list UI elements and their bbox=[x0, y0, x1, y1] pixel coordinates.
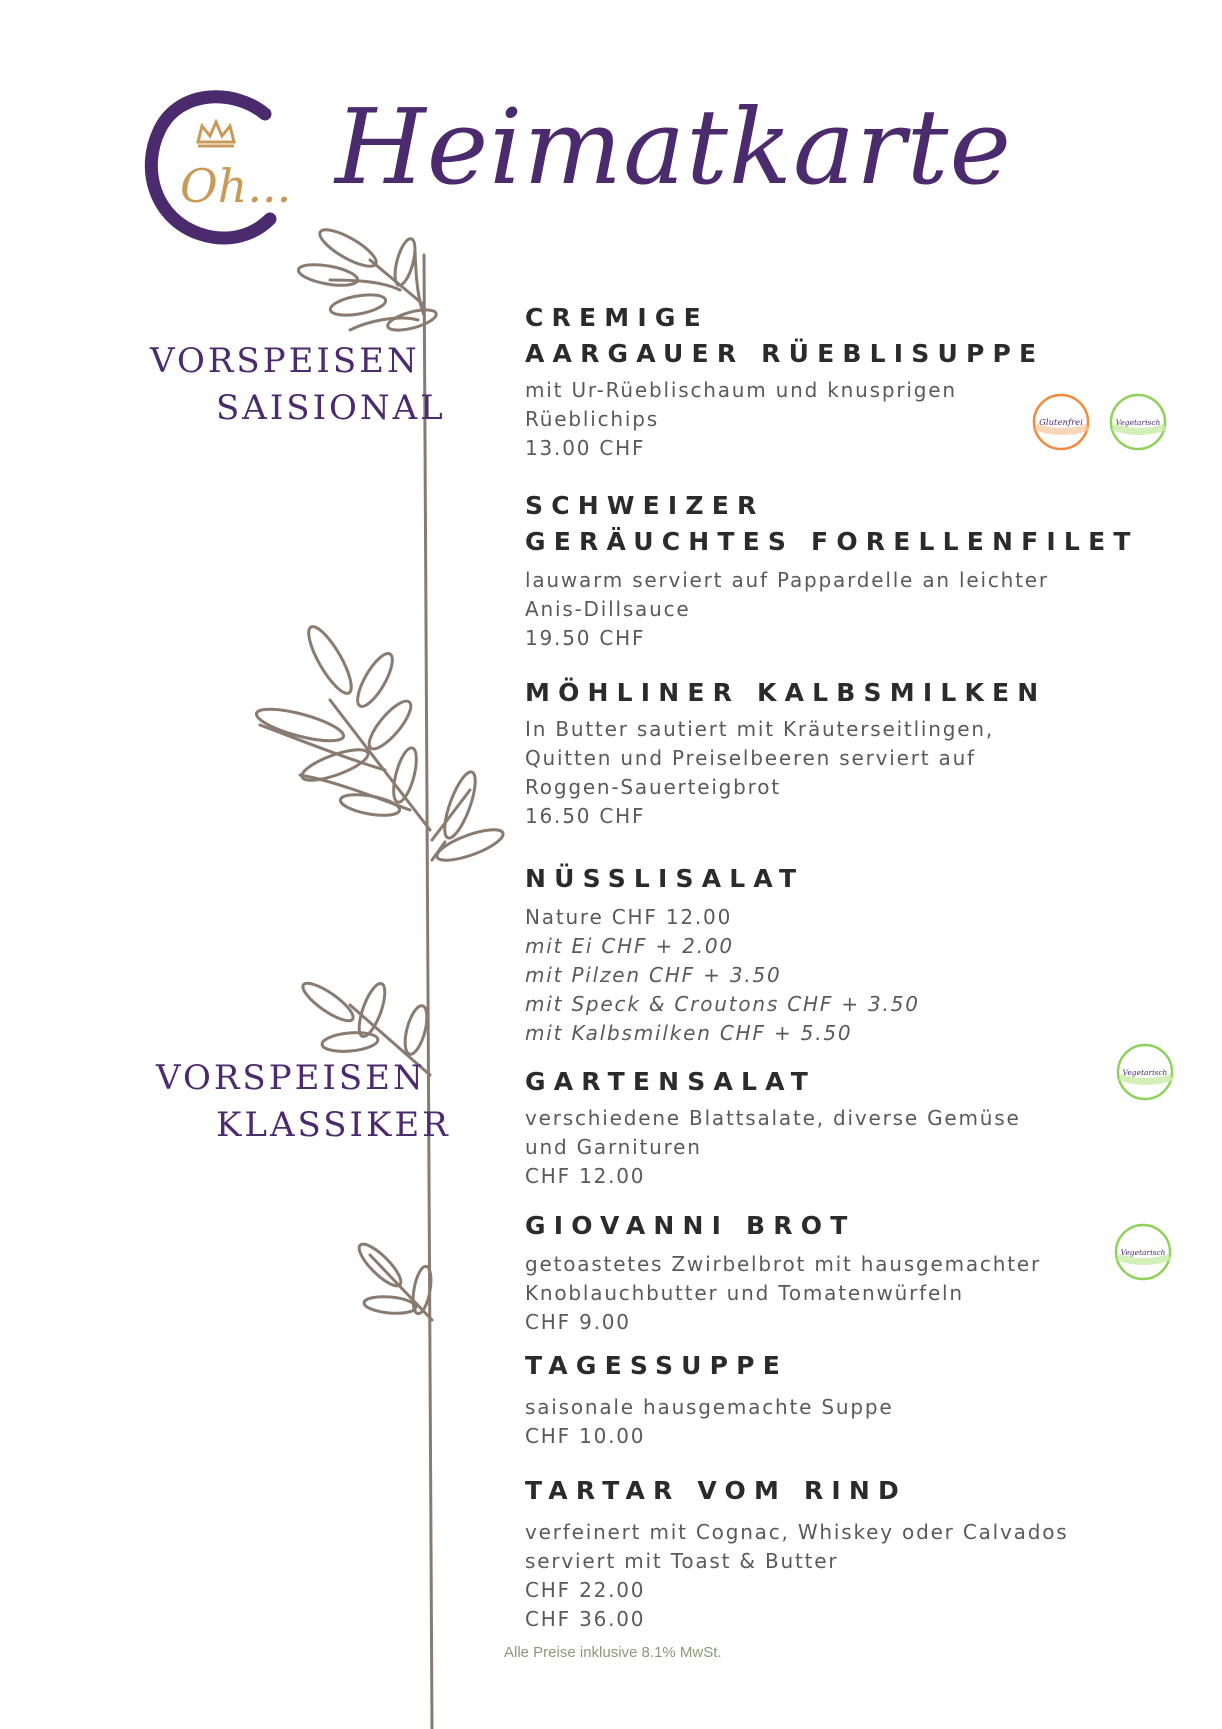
desc-line: verschiedene Blattsalate, diverse Gemüse bbox=[525, 1106, 1021, 1130]
desc-line: mit Pilzen CHF + 3.50 bbox=[525, 963, 782, 987]
item-title: AARGAUER RÜEBLISUPPE bbox=[525, 339, 1045, 368]
item-description bbox=[525, 1104, 1195, 1191]
item-price: 16.50 CHF bbox=[525, 804, 646, 828]
section-label-line: VORSPEISEN bbox=[150, 341, 420, 381]
menu-item-giovanni-brot bbox=[525, 1208, 1195, 1337]
item-title: TAGESSUPPE bbox=[525, 1351, 788, 1380]
item-title: GERÄUCHTES FORELLENFILET bbox=[525, 527, 1139, 556]
vegetarisch-badge bbox=[1114, 1223, 1172, 1281]
desc-line: serviert mit Toast & Butter bbox=[525, 1549, 839, 1573]
desc-line: lauwarm serviert auf Pappardelle an leichter bbox=[525, 568, 1049, 592]
item-description bbox=[525, 376, 1195, 463]
desc-line: Nature CHF 12.00 bbox=[525, 905, 733, 929]
desc-line: mit Kalbsmilken CHF + 5.50 bbox=[525, 1021, 853, 1045]
desc-line: getoastetes Zwirbelbrot mit hausgemachter bbox=[525, 1252, 1041, 1276]
crown-icon bbox=[198, 122, 234, 146]
item-price: 13.00 CHF bbox=[525, 436, 646, 460]
badge-label: Vegetarisch bbox=[1120, 1248, 1166, 1257]
item-title: MÖHLINER KALBSMILKEN bbox=[525, 678, 1047, 707]
desc-line: Knoblauchbutter und Tomatenwürfeln bbox=[525, 1281, 964, 1305]
item-price: 19.50 CHF bbox=[525, 626, 646, 650]
footer-note: Alle Preise inklusive 8.1% MwSt. bbox=[504, 1644, 722, 1661]
item-description bbox=[525, 903, 1195, 1048]
section-label-line: VORSPEISEN bbox=[156, 1058, 426, 1098]
item-title: CREMIGE bbox=[525, 303, 709, 332]
section-label-klassiker bbox=[156, 1055, 451, 1149]
item-price: CHF 22.00 bbox=[525, 1578, 646, 1602]
item-title: NÜSSLISALAT bbox=[525, 864, 805, 893]
desc-line: und Garnituren bbox=[525, 1135, 702, 1159]
desc-line: Roggen-Sauerteigbrot bbox=[525, 775, 781, 799]
logo-text: Oh... bbox=[180, 159, 292, 213]
page-title: Heimatkarte bbox=[335, 86, 1012, 208]
menu-item-forellenfilet bbox=[525, 488, 1195, 653]
item-price: CHF 36.00 bbox=[525, 1607, 646, 1631]
item-description bbox=[525, 1250, 1195, 1337]
desc-line: Quitten und Preiselbeeren serviert auf bbox=[525, 746, 976, 770]
item-title: GIOVANNI BROT bbox=[525, 1211, 856, 1240]
section-label-saisonal bbox=[150, 338, 446, 432]
item-price: CHF 12.00 bbox=[525, 1164, 646, 1188]
item-title: TARTAR VOM RIND bbox=[525, 1476, 907, 1505]
menu-item-tagessuppe bbox=[525, 1348, 1195, 1451]
badge-label: Vegetarisch bbox=[1122, 1068, 1168, 1077]
item-description bbox=[525, 1393, 1195, 1451]
desc-line: mit Ei CHF + 2.00 bbox=[525, 934, 734, 958]
item-title: GARTENSALAT bbox=[525, 1067, 816, 1096]
desc-line: In Butter sautiert mit Kräuterseitlingen, bbox=[525, 717, 994, 741]
item-description bbox=[525, 566, 1195, 653]
badge-label: Glutenfrei bbox=[1039, 418, 1083, 428]
item-description bbox=[525, 715, 1195, 831]
vegetarisch-badge bbox=[1109, 393, 1167, 451]
item-title: SCHWEIZER bbox=[525, 491, 765, 520]
desc-line: Rüeblichips bbox=[525, 407, 659, 431]
desc-line: saisonale hausgemachte Suppe bbox=[525, 1395, 894, 1419]
vine-decoration bbox=[240, 220, 520, 1729]
vegetarisch-badge bbox=[1116, 1043, 1174, 1101]
menu-item-rueblisuppe bbox=[525, 300, 1195, 463]
item-description bbox=[525, 1518, 1195, 1634]
glutenfrei-badge bbox=[1032, 393, 1090, 451]
desc-line: mit Speck & Croutons CHF + 3.50 bbox=[525, 992, 920, 1016]
menu-item-tartar bbox=[525, 1473, 1195, 1634]
menu-item-kalbsmilken bbox=[525, 675, 1195, 831]
item-price: CHF 9.00 bbox=[525, 1310, 631, 1334]
menu-item-gartensalat bbox=[525, 1064, 1195, 1191]
desc-line: Anis-Dillsauce bbox=[525, 597, 691, 621]
desc-line: mit Ur-Rüeblischaum und knusprigen bbox=[525, 378, 957, 402]
section-label-line: KLASSIKER bbox=[216, 1105, 451, 1145]
item-price: CHF 10.00 bbox=[525, 1424, 646, 1448]
desc-line: verfeinert mit Cognac, Whiskey oder Calvados bbox=[525, 1520, 1069, 1544]
badge-label: Vegetarisch bbox=[1115, 418, 1161, 427]
menu-item-nuesslisalat bbox=[525, 861, 1195, 1048]
section-label-line: SAISIONAL bbox=[216, 388, 446, 428]
